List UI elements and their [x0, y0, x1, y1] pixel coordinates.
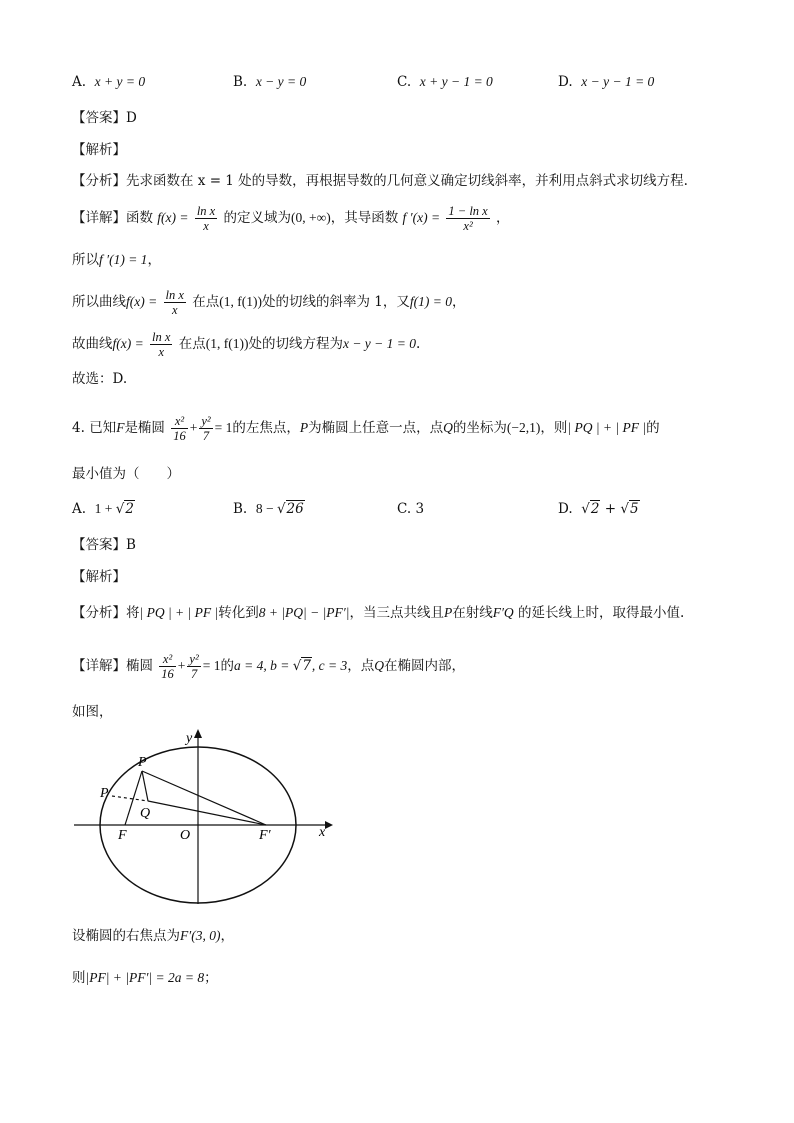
- q3-option-a: A. x + y = 0: [72, 74, 146, 90]
- label-x: x: [319, 825, 326, 840]
- segment-PF2: [142, 771, 266, 825]
- q4-answer: 【答案】B: [72, 537, 136, 553]
- segment-PQ: [142, 771, 148, 801]
- q4-option-d: D. √2 + √5: [558, 501, 639, 517]
- q4-analysis-heading: 【解析】: [72, 569, 126, 585]
- segment-P1Q-dashed: [112, 796, 148, 801]
- q3-analysis-heading: 【解析】: [72, 142, 126, 158]
- x-axis-arrow: [325, 821, 333, 829]
- q3-option-c: C. x + y − 1 = 0: [397, 74, 493, 90]
- q3-detail: 【详解】函数 f(x) = $\frac{\text{ln x}}{x}$ 的定义域为(0, +∞)，其导函数 f ′(x) = $\frac{\text{1 − ln x}}{\text{x²}}$ ，: [72, 204, 510, 233]
- q4-line-sum: 则|PF| + |PF′| = 2a = 8；: [72, 970, 218, 986]
- q3-line3: 所以曲线f(x) = $\frac{\text{ln x}}{x}$ 在点(1, f(1))处的切线的斜率为 1，又f(1) = 0，: [72, 288, 466, 317]
- q4-option-a: A. 1 + √2: [72, 501, 134, 517]
- label-P: P: [138, 755, 147, 770]
- label-P1: P: [100, 786, 109, 801]
- q3-option-d: D. x − y − 1 = 0: [558, 74, 655, 90]
- label-F2: F′: [259, 828, 271, 843]
- q3-choose: 故选：D.: [72, 371, 128, 387]
- q3-line2: 所以f ′(1) = 1，: [72, 252, 161, 268]
- y-axis-arrow: [194, 729, 202, 738]
- q4-line-focus: 设椭圆的右焦点为F′(3, 0)，: [72, 928, 234, 944]
- label-O: O: [180, 828, 191, 843]
- ellipse-figure: [70, 726, 340, 906]
- q4-stem: 4. 已知F是椭圆 $\frac{\text{x²}}{16}$ + $\frac{\text{y²}}{7}$ = 1的左焦点，P为椭圆上任意一点，点Q的坐标为(−2,1)，则| PQ | + | PF |的: [72, 414, 660, 443]
- q4-detail: 【详解】椭圆 $\frac{\text{x²}}{16}$ + $\frac{\text{y²}}{7}$ = 1的a = 4, b = √7, c = 3，点Q在椭圆内部，: [72, 652, 466, 681]
- label-F: F: [118, 828, 127, 843]
- q3-answer: 【答案】D: [72, 110, 137, 126]
- q4-rutu: 如图，: [72, 704, 113, 720]
- q3-fenxi: 【分析】先求函数在 x = 1 处的导数，再根据导数的几何意义确定切线斜率，并利用点斜式求切线方程.: [72, 173, 688, 189]
- q4-option-c: C. 3: [397, 501, 425, 517]
- q3-option-b: B. x − y = 0: [233, 74, 307, 90]
- q4-option-b: B. 8 − √26: [233, 501, 304, 517]
- q3-line4: 故曲线f(x) = $\frac{\text{ln x}}{x}$ 在点(1, f(1))处的切线方程为x − y − 1 = 0.: [72, 330, 421, 359]
- segment-QF2: [148, 801, 266, 825]
- label-y: y: [186, 731, 193, 746]
- label-Q: Q: [140, 806, 151, 821]
- q4-fenxi: 【分析】将| PQ | + | PF |转化到8 + |PQ| − |PF′|，当三点共线且P在射线F′Q 的延长线上时，取得最小值.: [72, 605, 685, 621]
- q4-stem-line2: 最小值为（ ）: [72, 466, 180, 482]
